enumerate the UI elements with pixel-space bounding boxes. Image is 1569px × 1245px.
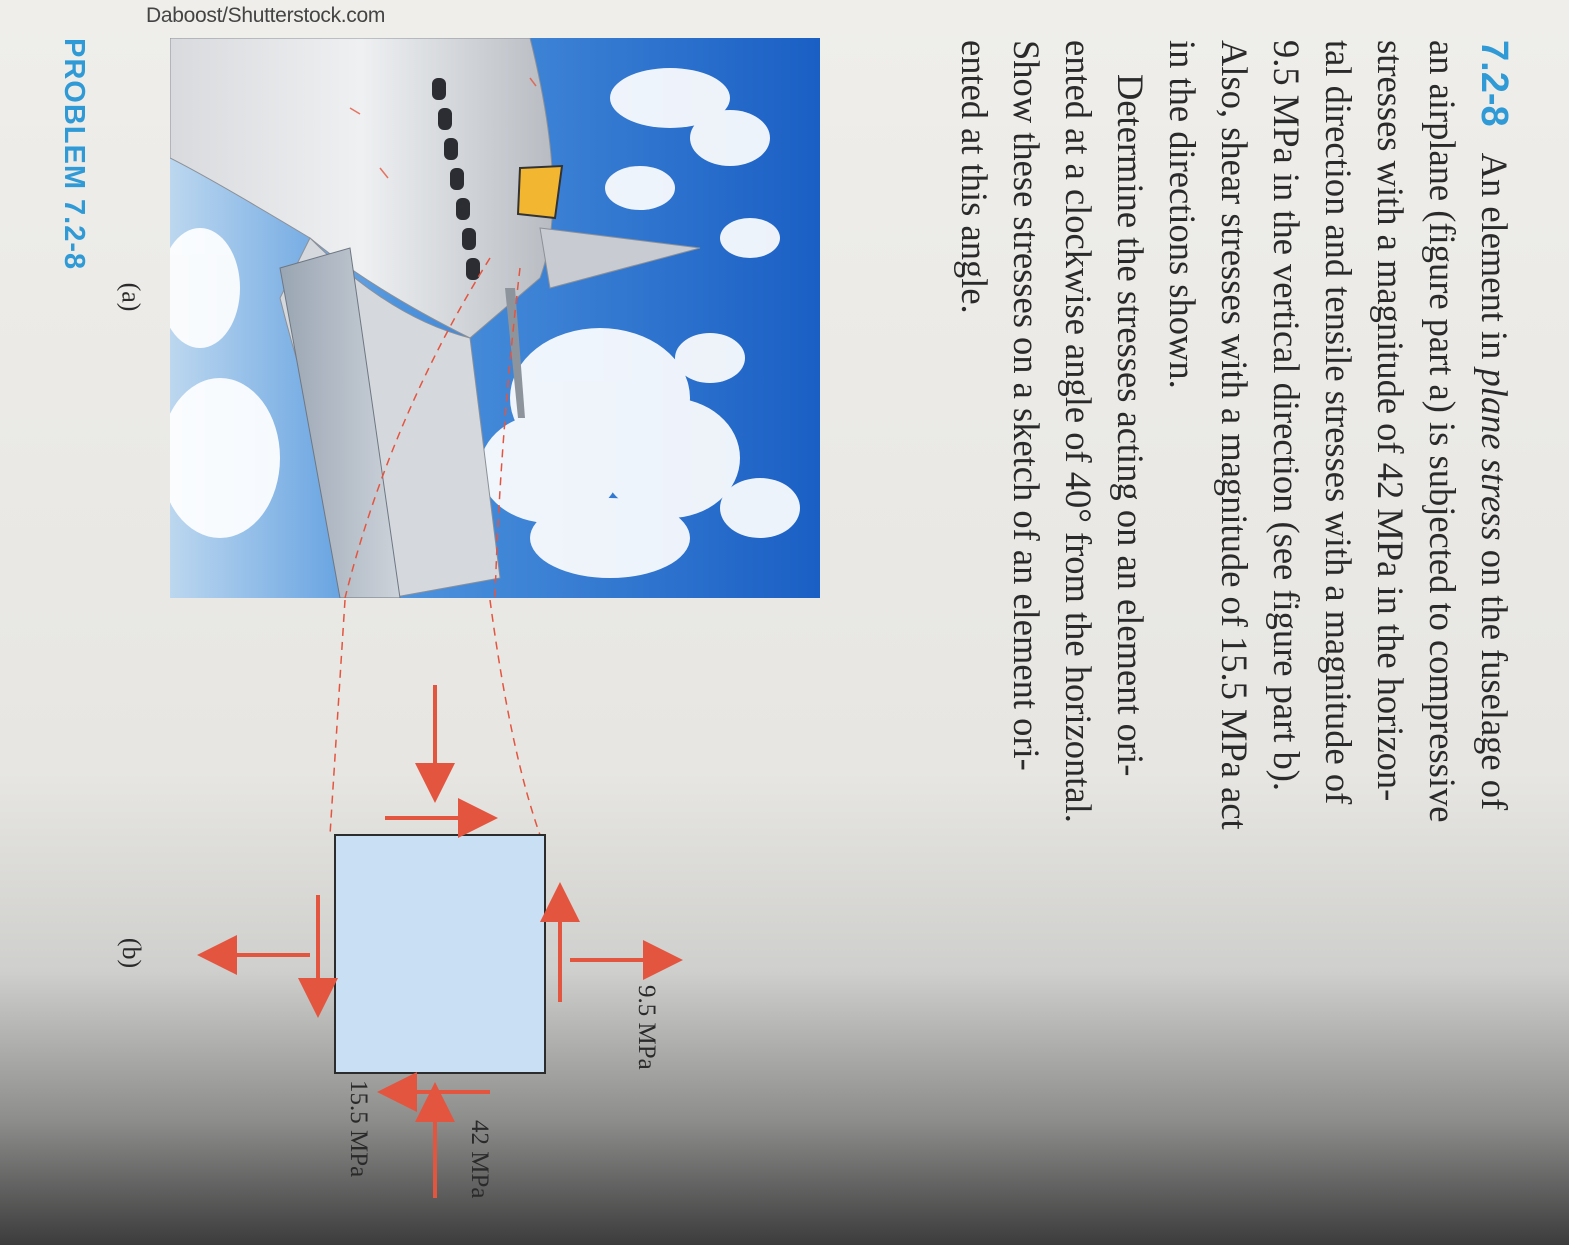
problem-statement [950, 40, 1520, 1245]
problem-line-6: Also, shear stresses with a magnitude of 15.5 MPa act [1214, 40, 1255, 830]
part-b-label: (b) [117, 937, 147, 969]
problem-line-7: in the directions shown. [1162, 40, 1203, 389]
tensile-stress-label: 9.5 MPa [633, 985, 660, 1070]
problem-line-9: ented at a clockwise angle of 40° from the horizontal. [1058, 40, 1099, 823]
problem-line-11: ented at this angle. [954, 40, 995, 314]
stress-element-square [335, 835, 545, 1073]
problem-line-5: 9.5 MPa in the vertical direction (see figure part b). [1266, 40, 1307, 792]
problem-line-3: stresses with a magnitude of 42 MPa in the horizon- [1370, 40, 1411, 802]
problem-number: 7.2-8 [1473, 40, 1515, 127]
part-a-label: (a) [116, 282, 146, 312]
shear-stress-label: 15.5 MPa [345, 1080, 372, 1178]
stress-element-marker [518, 166, 562, 218]
problem-line-2: an airplane (figure part a) is subjected to compressive [1422, 40, 1463, 823]
problem-line-8: Determine the stresses acting on an element ori- [1110, 74, 1151, 777]
figure-label: PROBLEM 7.2-8 [58, 38, 90, 271]
problem-line-1: 7.2-8An element in plane stress on the fuselage of [1473, 40, 1515, 811]
airplane-photo [170, 38, 820, 598]
photo-credit: Daboost/Shutterstock.com [146, 4, 386, 27]
problem-line-4: tal direction and tensile stresses with a magnitude of [1318, 40, 1359, 805]
problem-line-10: Show these stresses on a sketch of an element ori- [1006, 40, 1047, 771]
compressive-stress-label: 42 MPa [466, 1120, 493, 1199]
